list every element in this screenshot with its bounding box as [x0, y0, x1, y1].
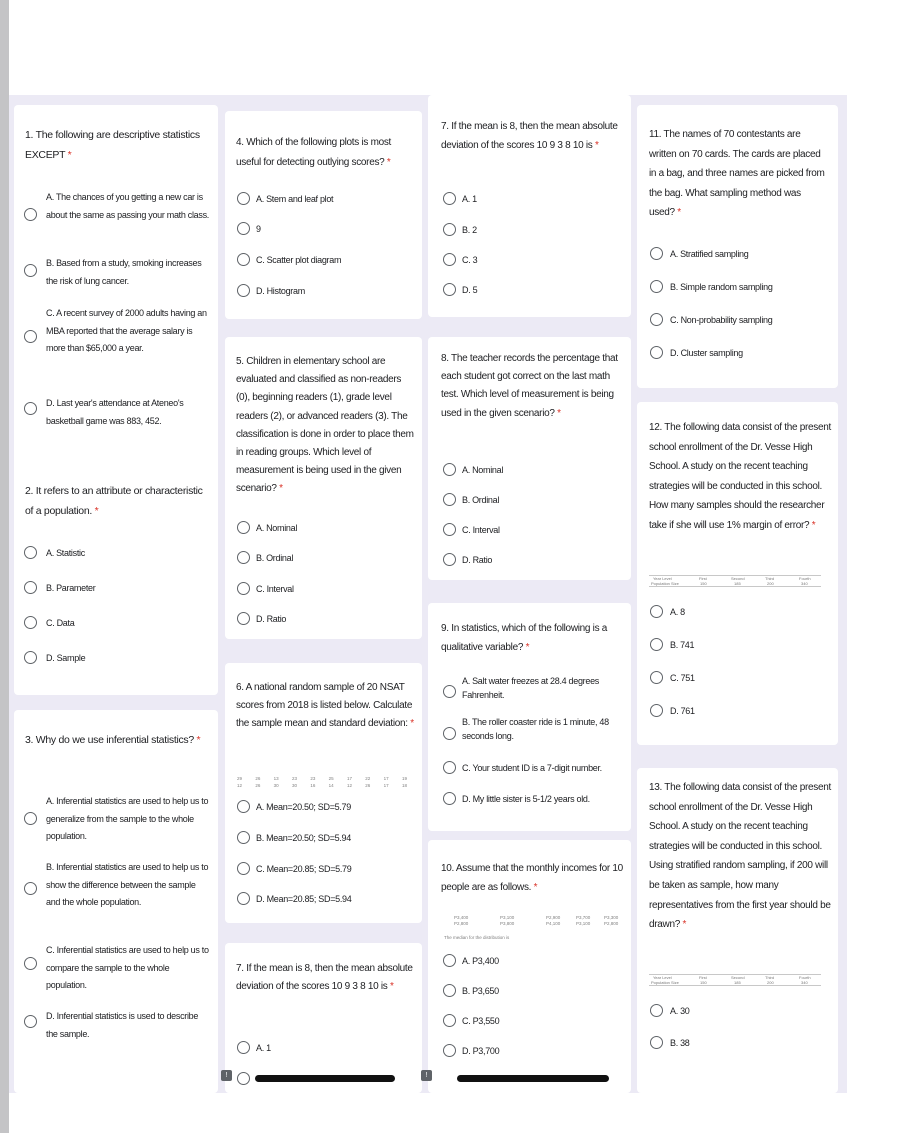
option-label: 9 [256, 224, 261, 234]
option-radio[interactable] [650, 671, 663, 684]
option-radio[interactable] [650, 704, 663, 717]
required-asterisk: * [557, 407, 561, 419]
required-asterisk: * [196, 734, 201, 746]
income-caption: The median for the distribution is [444, 935, 510, 940]
option-label: D. Sample [46, 653, 86, 663]
option-label: C. Mean=20.85; SD=5.79 [256, 864, 352, 874]
question-title: 5. Children in elementary school are evaluated and classified as non-readers (0), beginning readers (1), grade level readers (2), or advanced readers (3). The classification is done in order to place them in reading groups. Which level of measurement is being used in the given scenario? * [236, 356, 414, 495]
option-radio[interactable] [650, 1004, 663, 1017]
option-radio[interactable] [650, 313, 663, 326]
scroll-indicator-bar[interactable] [457, 1075, 609, 1082]
question-title: 6. A national random sample of 20 NSAT scores from 2018 is listed below. Calculate the sample mean and standard deviation: * [236, 682, 414, 730]
question-card-8 [428, 337, 631, 580]
option-radio[interactable] [24, 651, 37, 664]
required-asterisk: * [410, 718, 414, 730]
option-radio[interactable] [443, 727, 456, 740]
table-cell: 200 [767, 980, 774, 985]
option-label: C. Inferential statistics are used to help us to compare the sample to the whole population. [46, 945, 209, 990]
option-radio[interactable] [443, 1014, 456, 1027]
option-radio[interactable] [443, 761, 456, 774]
score-cell: 12 [237, 783, 243, 788]
option-radio[interactable] [443, 984, 456, 997]
table-cell: Second [731, 576, 745, 581]
table-cell: Population Size [651, 980, 679, 985]
option-label: A. 1 [462, 194, 477, 204]
option-radio[interactable] [650, 247, 663, 260]
option-radio[interactable] [443, 553, 456, 566]
table-cell: 185 [734, 581, 741, 586]
question-card-10 [428, 840, 631, 1093]
required-asterisk: * [386, 156, 391, 168]
question-card-6 [225, 663, 422, 923]
option-label: D. My little sister is 5-1/2 years old. [462, 794, 590, 804]
question-card-1 [14, 105, 218, 480]
income-cell: P3,100 [576, 921, 591, 926]
option-radio[interactable] [237, 192, 250, 205]
option-label: A. P3,400 [462, 956, 499, 966]
option-label: C. P3,550 [462, 1016, 500, 1026]
option-radio[interactable] [443, 493, 456, 506]
required-asterisk: * [67, 148, 72, 161]
question-card-4 [225, 111, 422, 319]
option-radio[interactable] [24, 957, 37, 970]
option-label: B. Based from a study, smoking increases the risk of lung cancer. [46, 258, 202, 286]
option-radio[interactable] [24, 208, 37, 221]
scores-row [237, 783, 407, 789]
score-cell: 19 [401, 776, 407, 781]
option-label: B. 38 [670, 1038, 690, 1048]
table-cell: 150 [700, 581, 707, 586]
option-radio[interactable] [237, 253, 250, 266]
income-cell: P3,800 [500, 921, 515, 926]
score-cell: 30 [291, 783, 297, 788]
option-label: B. Ordinal [462, 495, 500, 505]
option-radio[interactable] [237, 612, 250, 625]
option-radio[interactable] [237, 222, 250, 235]
question-card-12 [637, 402, 838, 745]
option-label: A. 1 [256, 1043, 271, 1053]
table-cell: Second [731, 975, 745, 980]
score-cell: 22 [365, 776, 371, 781]
required-asterisk: * [811, 519, 816, 531]
option-radio[interactable] [237, 1041, 250, 1054]
question-card-7-repeat [225, 943, 422, 1093]
scroll-indicator-bar[interactable] [255, 1075, 395, 1082]
option-radio[interactable] [237, 284, 250, 297]
question-title: 13. The following data consist of the present school enrollment of the Dr. Vesse High School. A study on the recent teaching strategies will be conducted in this school. Using stratified random sampling, if 200 will be taken as sample, how many representatives from the first year should be drawn? * [649, 782, 831, 931]
option-radio[interactable] [650, 1036, 663, 1049]
table-cell: Fourth [799, 576, 811, 581]
option-label: D. Ratio [256, 614, 287, 624]
option-label: D. Ratio [462, 555, 493, 565]
score-cell: 26 [255, 776, 261, 781]
option-label: C. Non-probability sampling [670, 315, 773, 325]
option-label: B. Inferential statistics are used to help us to show the difference between the sample and the whole population. [46, 862, 209, 907]
table-cell: Population Size [651, 581, 679, 586]
option-radio[interactable] [24, 882, 37, 895]
option-radio[interactable] [650, 346, 663, 359]
score-cell: 12 [346, 783, 352, 788]
option-radio[interactable] [443, 253, 456, 266]
question-title: 8. The teacher records the percentage that each student got correct on the last math test. Which level of measurement is being used in the given scenario? * [441, 353, 618, 419]
required-asterisk: * [594, 139, 599, 151]
option-radio[interactable] [237, 862, 250, 875]
option-radio[interactable] [24, 402, 37, 415]
option-label: B. P3,650 [462, 986, 499, 996]
income-cell: P3,100 [500, 915, 515, 920]
option-radio[interactable] [24, 546, 37, 559]
question-card-7 [428, 95, 631, 317]
option-label: C. 3 [462, 255, 478, 265]
option-label: C. Data [46, 618, 75, 628]
score-cell: 13 [273, 776, 279, 781]
option-label: B. Parameter [46, 583, 96, 593]
score-cell: 30 [273, 783, 279, 788]
left-edge-bar [0, 0, 9, 1133]
option-label: C. Interval [256, 584, 294, 594]
option-radio[interactable] [443, 685, 456, 698]
required-asterisk: * [682, 919, 687, 931]
scores-table [237, 776, 407, 790]
score-cell: 23 [291, 776, 297, 781]
required-asterisk: * [677, 207, 681, 219]
table-cell: First [699, 975, 707, 980]
question-title: 7. If the mean is 8, then the mean absolute deviation of the scores 10 9 3 8 10 is * [441, 121, 618, 151]
form-collage [9, 95, 847, 1093]
option-label: D. Mean=20.85; SD=5.94 [256, 894, 352, 904]
question-card-13 [637, 768, 838, 1093]
option-label: A. 8 [670, 607, 685, 617]
table-cell: Third [765, 975, 775, 980]
question-card-5 [225, 337, 422, 639]
table-cell: Fourth [799, 975, 811, 980]
option-radio[interactable] [24, 616, 37, 629]
option-radio[interactable] [237, 551, 250, 564]
question-title: 9. In statistics, which of the following is a qualitative variable? * [441, 623, 608, 653]
option-label: A. Statistic [46, 548, 85, 558]
option-radio[interactable] [650, 638, 663, 651]
score-cell: 23 [310, 776, 316, 781]
option-label: D. 5 [462, 285, 478, 295]
required-asterisk: * [533, 881, 538, 893]
required-asterisk: * [94, 504, 99, 517]
incomes-table [438, 915, 623, 945]
option-label: D. Last year's attendance at Ateneo's basketball game was 883, 452. [46, 398, 184, 426]
question-card-2 [14, 465, 218, 695]
option-radio[interactable] [443, 792, 456, 805]
option-radio[interactable] [24, 330, 37, 343]
question-title: 3. Why do we use inferential statistics? * [25, 734, 201, 746]
option-label: A. Stratified sampling [670, 249, 749, 259]
option-label: A. 30 [670, 1006, 690, 1016]
question-title: 12. The following data consist of the present school enrollment of the Dr. Vesse High School. A study on the recent teaching strategies will be conducted in this school. How many samples should the researcher take if she will use 1% margin of error? * [649, 422, 831, 531]
option-label: C. Interval [462, 525, 500, 535]
option-label: D. Histogram [256, 286, 305, 296]
option-label: A. Stem and leaf plot [256, 194, 334, 204]
option-label: D. Cluster sampling [670, 348, 743, 358]
option-radio[interactable] [237, 831, 250, 844]
option-label: C. A recent survey of 2000 adults having an MBA reported that the average salary is more than $65,000 a year. [46, 308, 207, 353]
question-card-11 [637, 105, 838, 388]
feedback-icon[interactable]: ! [221, 1070, 232, 1081]
option-label: C. Your student ID is a 7-digit number. [462, 763, 602, 773]
option-radio[interactable] [24, 264, 37, 277]
score-cell: 26 [255, 783, 261, 788]
option-label: D. P3,700 [462, 1046, 500, 1056]
table-cell: 200 [767, 581, 774, 586]
option-label: A. Nominal [462, 465, 504, 475]
option-label: B. Simple random sampling [670, 282, 773, 292]
question-card-9 [428, 603, 631, 831]
option-radio[interactable] [237, 892, 250, 905]
income-cell: P4,100 [546, 921, 561, 926]
question-title: 2. It refers to an attribute or characteristic of a population. * [25, 485, 203, 517]
table-cell: First [699, 576, 707, 581]
table-cell: Year Level [653, 975, 672, 980]
table-cell: 340 [801, 980, 808, 985]
option-radio[interactable] [443, 463, 456, 476]
table-cell: Third [765, 576, 775, 581]
income-cell: P2,800 [454, 921, 469, 926]
option-label: B. 2 [462, 225, 477, 235]
option-label: A. Nominal [256, 523, 298, 533]
enrollment-table [649, 974, 821, 986]
income-cell: P2,900 [546, 915, 561, 920]
option-radio[interactable] [237, 582, 250, 595]
option-label: D. Inferential statistics is used to describe the sample. [46, 1011, 199, 1039]
option-radio[interactable] [237, 1072, 250, 1085]
score-cell: 17 [346, 776, 352, 781]
score-cell: 18 [401, 783, 407, 788]
option-label: A. Mean=20.50; SD=5.79 [256, 802, 351, 812]
score-cell: 29 [237, 776, 243, 781]
required-asterisk: * [279, 483, 283, 495]
table-cell: 150 [700, 980, 707, 985]
option-radio[interactable] [24, 581, 37, 594]
enrollment-table [649, 575, 821, 587]
score-cell: 26 [365, 783, 371, 788]
option-label: D. 761 [670, 706, 695, 716]
income-cell: P3,700 [576, 915, 591, 920]
option-label: B. Mean=20.50; SD=5.94 [256, 833, 351, 843]
score-cell: 16 [310, 783, 316, 788]
option-radio[interactable] [443, 523, 456, 536]
income-cell: P3,400 [454, 915, 469, 920]
income-cell: P3,300 [604, 915, 619, 920]
option-label: C. 751 [670, 673, 695, 683]
feedback-icon[interactable]: ! [421, 1070, 432, 1081]
option-label: B. 741 [670, 640, 695, 650]
option-radio[interactable] [237, 521, 250, 534]
option-radio[interactable] [443, 954, 456, 967]
option-label: A. Inferential statistics are used to help us to generalize from the sample to the whole population. [46, 796, 209, 841]
score-cell: 25 [328, 776, 334, 781]
question-title: 11. The names of 70 contestants are written on 70 cards. The cards are placed in a bag, and three names are picked from the bag. What sampling method was used? * [649, 129, 825, 219]
question-title: 4. Which of the following plots is most useful for detecting outlying scores? * [236, 137, 392, 168]
question-title: 10. Assume that the monthly incomes for 10 people are as follows. * [441, 863, 623, 893]
option-label: C. Scatter plot diagram [256, 255, 342, 265]
table-cell: Year Level [653, 576, 672, 581]
option-label: B. Ordinal [256, 553, 294, 563]
option-label: A. Salt water freezes at 28.4 degrees Fahrenheit. [462, 676, 599, 700]
option-radio[interactable] [24, 812, 37, 825]
table-cell: 340 [801, 581, 808, 586]
option-radio[interactable] [650, 605, 663, 618]
score-cell: 17 [383, 783, 389, 788]
required-asterisk: * [525, 641, 530, 653]
required-asterisk: * [389, 981, 394, 993]
option-radio[interactable] [443, 192, 456, 205]
income-cell: P2,800 [604, 921, 619, 926]
option-label: A. The chances of you getting a new car is about the same as passing your math class. [46, 192, 209, 220]
score-cell: 14 [328, 783, 334, 788]
option-radio[interactable] [237, 800, 250, 813]
option-radio[interactable] [443, 283, 456, 296]
question-title: 7. If the mean is 8, then the mean absolute deviation of the scores 10 9 3 8 10 is * [236, 963, 413, 993]
option-radio[interactable] [443, 223, 456, 236]
table-cell: 185 [734, 980, 741, 985]
option-radio[interactable] [24, 1015, 37, 1028]
option-radio[interactable] [650, 280, 663, 293]
question-title: 1. The following are descriptive statistics EXCEPT * [25, 129, 200, 161]
option-radio[interactable] [443, 1044, 456, 1057]
scores-row [237, 776, 407, 782]
option-label: B. The roller coaster ride is 1 minute, 48 seconds long. [462, 717, 609, 741]
question-card-3 [14, 710, 218, 1093]
score-cell: 17 [383, 776, 389, 781]
